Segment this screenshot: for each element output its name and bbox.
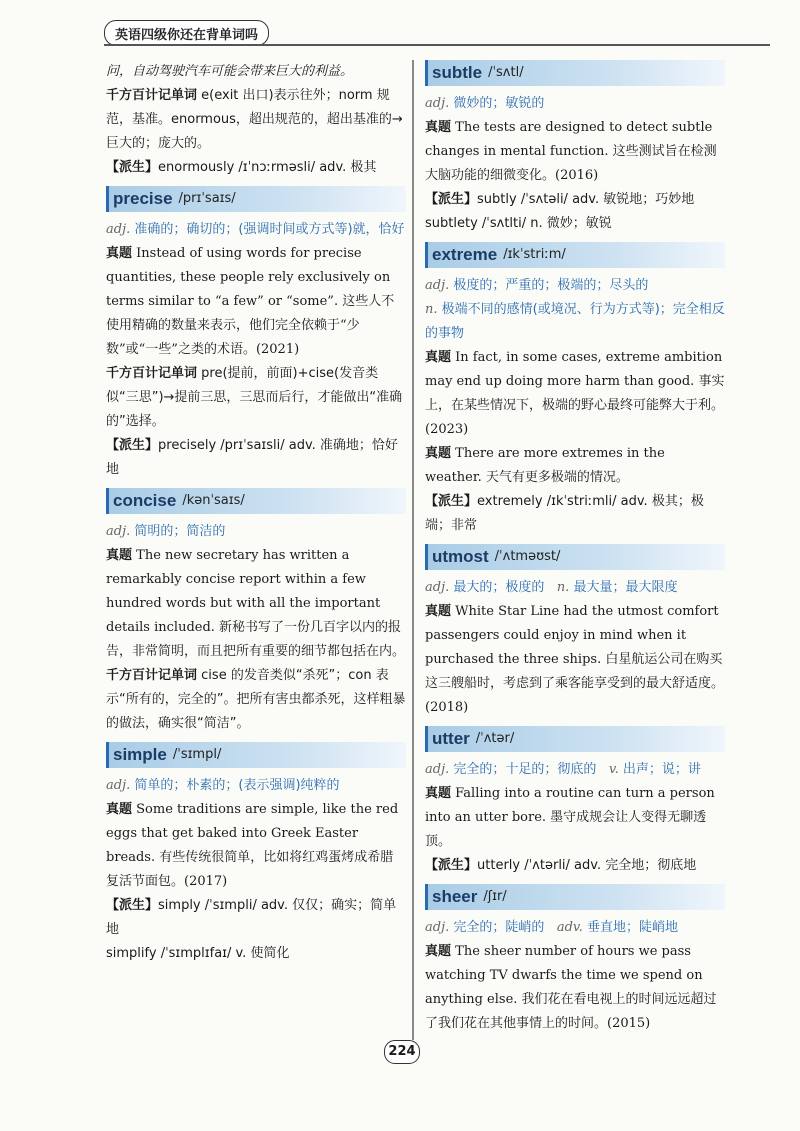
example-subtle: 真题 The tests are designed to detect subtle changes in mental function. 这些测试旨在检测大脑功能的细微变化。(2016) [425,120,717,183]
memory-precise: 千方百计记单词 pre(提前，前面)+cise(发音类似“三思”)→提前三思，三思而后行，才能做出“准确的”选择。 [106,366,403,429]
derivative-simple-2: simplify /ˈsɪmplɪfaɪ/ v. 使简化 [106,946,290,961]
right-column [425,60,725,1036]
definition-concise: adj. 简明的；简洁的 [106,524,226,539]
header-rule [104,44,770,46]
example-sheer: 真题 The sheer number of hours we pass watching TV dwarfs the time we spend on anything else. 我们花在看电视上的时间远远超过了我们花在其他事情上的时间。(2015) [425,944,717,1031]
definition-subtle: adj. 微妙的；敏锐的 [425,96,545,111]
definition-extreme-2: n. 极端不同的感情(或境况、行为方式等)；完全相反的事物 [425,302,725,341]
example-extreme: 真题 In fact, in some cases, extreme ambition may end up doing more harm than good. 事实上，在某些情况下，极端的野心最终可能弊大于利。(2023) [425,350,725,437]
derivative: 【派生】enormously /ɪˈnɔːrməsli/ adv. 极其 [106,160,377,175]
example-extreme-2: 真题 There are more extremes in the weather. 天气有更多极端的情况。 [425,446,665,485]
definition-sheer: adj. 完全的；陡峭的 adv. 垂直地；陡峭地 [425,920,678,935]
headword-sheer: sheer /ʃɪr/ [425,884,725,910]
derivative-simple: 【派生】simply /ˈsɪmpli/ adv. 仅仅；确实；简单地 [106,898,397,937]
headword-simple: simple /ˈsɪmpl/ [106,742,406,768]
derivative-precise: 【派生】precisely /prɪˈsaɪsli/ adv. 准确地；恰好地 [106,438,398,477]
definition-utmost: adj. 最大的；极度的 n. 最大量；最大限度 [425,580,678,595]
derivative-extreme: 【派生】extremely /ɪkˈstriːmli/ adv. 极其；极端；非常 [425,494,704,533]
headword-concise: concise /kənˈsaɪs/ [106,488,406,514]
example-precise: 真题 Instead of using words for precise quantities, these people rely exclusively on terms similar to “a few” or “some”. 这些人不使用精确的数量来表示，他们完全依赖于“少数”或“一些”之类的术语。(2021) [106,246,395,357]
chapter-header [104,20,269,46]
header-title: 英语四级你还在背单词吗 [115,27,259,43]
derivative-subtle-2: subtlety /ˈsʌtlti/ n. 微妙；敏锐 [425,216,612,231]
column-divider [412,60,414,1040]
memory-note: 千方百计记单词 e(exit 出口)表示往外；norm 规范，基准。enormous，超出规范的，超出基准的→巨大的；庞大的。 [106,88,403,151]
definition-extreme: adj. 极度的；严重的；极端的；尽头的 [425,278,649,293]
headword-subtle: subtle /ˈsʌtl/ [425,60,725,86]
example-utter: 真题 Falling into a routine can turn a person into an utter bore. 墨守成规会让人变得无聊透顶。 [425,786,715,849]
page-number: 224 [384,1040,420,1064]
definition-precise: adj. 准确的；确切的；(强调时间或方式等)就，恰好 [106,222,405,237]
headword-utter: utter /ˈʌtər/ [425,726,725,752]
example-simple: 真题 Some traditions are simple, like the red eggs that get baked into Greek Easter breads. 有些传统很简单，比如将红鸡蛋烤成希腊复活节面包。(2017) [106,802,399,889]
definition-utter: adj. 完全的；十足的；彻底的 v. 出声；说；讲 [425,762,701,777]
intro-text: 问，自动驾驶汽车可能会带来巨大的利益。 [106,64,354,79]
example-concise: 真题 The new secretary has written a remarkably concise report within a few hundred words but with all the important details included. 新秘书写了一份几百字以内的报告，非常简明，而且把所有重要的细节都包括在内。 [106,548,406,659]
headword-utmost: utmost /ˈʌtməʊst/ [425,544,725,570]
headword-extreme: extreme /ɪkˈstriːm/ [425,242,725,268]
derivative-utter: 【派生】utterly /ˈʌtərli/ adv. 完全地；彻底地 [425,858,697,873]
left-column [106,60,406,966]
derivative-subtle: 【派生】subtly /ˈsʌtəli/ adv. 敏锐地；巧妙地 [425,192,695,207]
memory-concise: 千方百计记单词 cise 的发音类似“杀死”；con 表示“所有的，完全的”。把所有害虫都杀死，这样粗暴的做法，确实很“简洁”。 [106,668,406,731]
example-utmost: 真题 White Star Line had the utmost comfort passengers could enjoy in mind when it purchased the three ships. 白星航运公司在购买这三艘船时，考虑到了乘客能享受到的最大舒适度。(2018) [425,604,725,715]
headword-precise: precise /prɪˈsaɪs/ [106,186,406,212]
definition-simple: adj. 简单的；朴素的；(表示强调)纯粹的 [106,778,340,793]
